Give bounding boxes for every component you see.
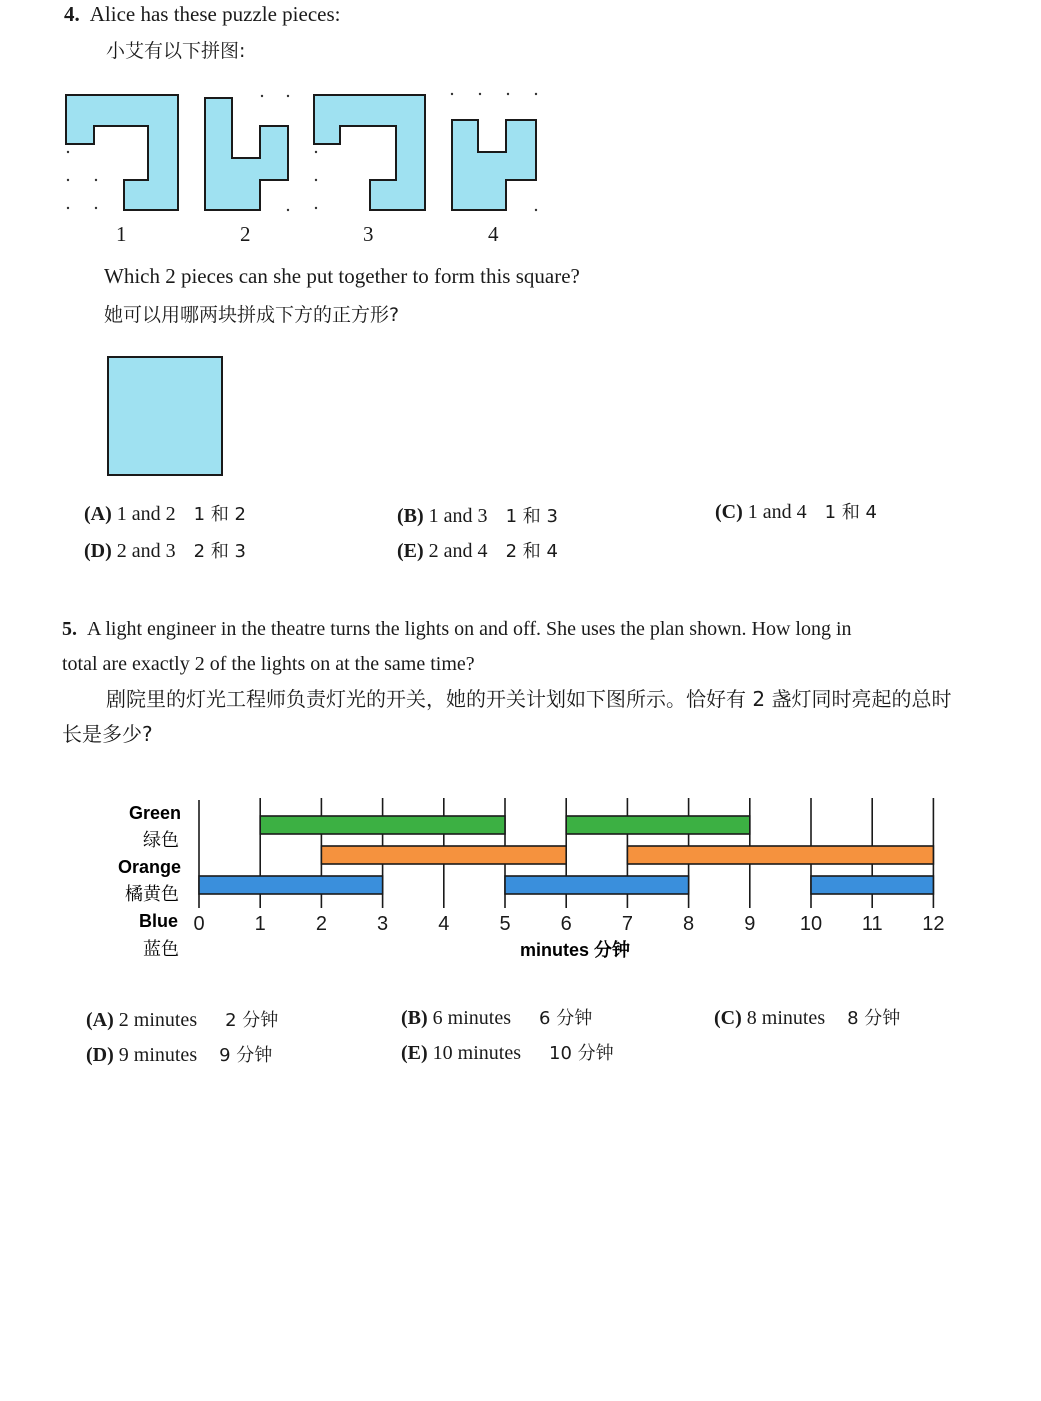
option-letter: (E) — [401, 1042, 428, 1064]
piece-label-3: 3 — [363, 222, 374, 246]
option-text: 2 and 4 — [428, 540, 488, 562]
option-letter: (A) — [84, 503, 112, 525]
option-text: 1 and 4 — [747, 501, 807, 523]
q5-line2-en: total are exactly 2 of the lights on at the same time? — [62, 653, 475, 675]
q4-question-en: Which 2 pieces can she put together to form this square? — [104, 264, 580, 288]
x-tick-label: 2 — [315, 913, 327, 935]
q4-line-zh: 小艾有以下拼图: — [106, 40, 246, 62]
light-bar-green — [260, 816, 505, 834]
q4-option-e[interactable] — [397, 537, 558, 563]
x-tick-label: 9 — [744, 913, 756, 935]
series-label-green-zh: 绿色 — [143, 830, 179, 850]
puzzle-piece-3 — [314, 95, 425, 210]
option-text: 8 minutes — [746, 1007, 826, 1029]
option-text: 1 and 3 — [428, 505, 488, 527]
option-letter: (B) — [397, 505, 424, 527]
puzzle-piece-2 — [205, 98, 288, 210]
x-tick-label: 11 — [861, 913, 883, 935]
option-text: 2 and 3 — [116, 540, 176, 562]
light-bar-blue — [199, 876, 383, 894]
option-letter: (D) — [84, 540, 112, 562]
x-tick-label: 10 — [799, 913, 823, 935]
x-tick-label: 6 — [560, 913, 572, 935]
option-text: 6 minutes — [432, 1007, 512, 1029]
q5-number: 5. — [62, 618, 77, 640]
option-text-zh: 1 和 3 — [505, 506, 558, 527]
q5-text-en: A light engineer in the theatre turns the lights on and off. She uses the plan shown. How long in — [87, 618, 852, 640]
q4-option-a[interactable] — [84, 500, 246, 526]
q4-number: 4. — [64, 2, 80, 26]
option-letter: (C) — [714, 1007, 742, 1029]
q4-line-en — [64, 2, 340, 27]
q5-option-b[interactable] — [401, 1004, 592, 1030]
option-text: 1 and 2 — [116, 503, 176, 525]
option-text-zh: 2 和 4 — [505, 541, 558, 562]
option-text-zh: 2 和 3 — [193, 541, 247, 562]
x-tick-label: 5 — [499, 913, 511, 935]
x-axis-label: minutes 分钟 — [519, 940, 631, 960]
puzzle-piece-4 — [452, 120, 536, 210]
x-tick-label: 8 — [683, 913, 695, 935]
q5-option-c[interactable] — [714, 1004, 900, 1030]
q4-option-b[interactable] — [397, 502, 558, 528]
light-bar-orange — [627, 846, 933, 864]
series-label-orange: Orange — [117, 857, 181, 877]
option-letter: (B) — [401, 1007, 428, 1029]
option-letter: (A) — [86, 1009, 114, 1031]
puzzle-piece-1 — [66, 95, 178, 210]
series-label-green: Green — [128, 803, 181, 823]
target-square — [107, 356, 223, 476]
q5-option-a[interactable] — [86, 1006, 278, 1032]
q5-line1-zh: 剧院里的灯光工程师负责灯光的开关，她的开关计划如下图所示。恰好有 2 盏灯同时亮起的总时 — [106, 687, 952, 711]
option-text-zh: 10 分钟 — [549, 1043, 614, 1064]
q4-option-d[interactable] — [84, 537, 246, 563]
light-timeline-chart — [0, 780, 1041, 980]
piece-label-1: 1 — [116, 222, 127, 246]
q5-line1-en — [62, 612, 852, 647]
option-letter: (D) — [86, 1044, 114, 1066]
series-label-blue-zh: 蓝色 — [143, 939, 179, 959]
puzzle-pieces — [0, 80, 560, 220]
x-tick-label: 1 — [254, 913, 266, 935]
light-bar-blue — [505, 876, 689, 894]
x-tick-label: 3 — [377, 913, 389, 935]
option-text-zh: 6 分钟 — [539, 1008, 593, 1029]
q5-option-d[interactable] — [86, 1041, 272, 1067]
option-text-zh: 1 和 4 — [824, 502, 878, 523]
series-label-blue: Blue — [138, 911, 178, 931]
series-label-orange-zh: 橘黄色 — [125, 884, 179, 904]
q4-intro-en: Alice has these puzzle pieces: — [89, 2, 341, 26]
piece-label-2: 2 — [240, 222, 251, 246]
q5-option-e[interactable] — [401, 1039, 614, 1065]
option-text: 10 minutes — [432, 1042, 522, 1064]
x-tick-label: 4 — [438, 913, 450, 935]
option-text: 2 minutes — [118, 1009, 198, 1031]
piece-label-4: 4 — [488, 222, 499, 246]
light-bar-green — [566, 816, 750, 834]
light-bar-orange — [321, 846, 566, 864]
q5-line2-zh: 长是多少? — [62, 722, 153, 746]
option-text-zh: 9 分钟 — [219, 1045, 273, 1066]
q4-option-c[interactable] — [715, 498, 877, 524]
light-bar-blue — [811, 876, 933, 894]
x-tick-label: 0 — [193, 913, 205, 935]
option-letter: (E) — [397, 540, 424, 562]
option-text: 9 minutes — [118, 1044, 198, 1066]
x-tick-label: 12 — [922, 913, 945, 935]
option-text-zh: 1 和 2 — [193, 504, 247, 525]
x-tick-label: 7 — [621, 913, 633, 935]
option-letter: (C) — [715, 501, 743, 523]
option-text-zh: 2 分钟 — [225, 1010, 279, 1031]
option-text-zh: 8 分钟 — [847, 1008, 901, 1029]
q4-question-zh: 她可以用哪两块拼成下方的正方形? — [104, 304, 400, 326]
